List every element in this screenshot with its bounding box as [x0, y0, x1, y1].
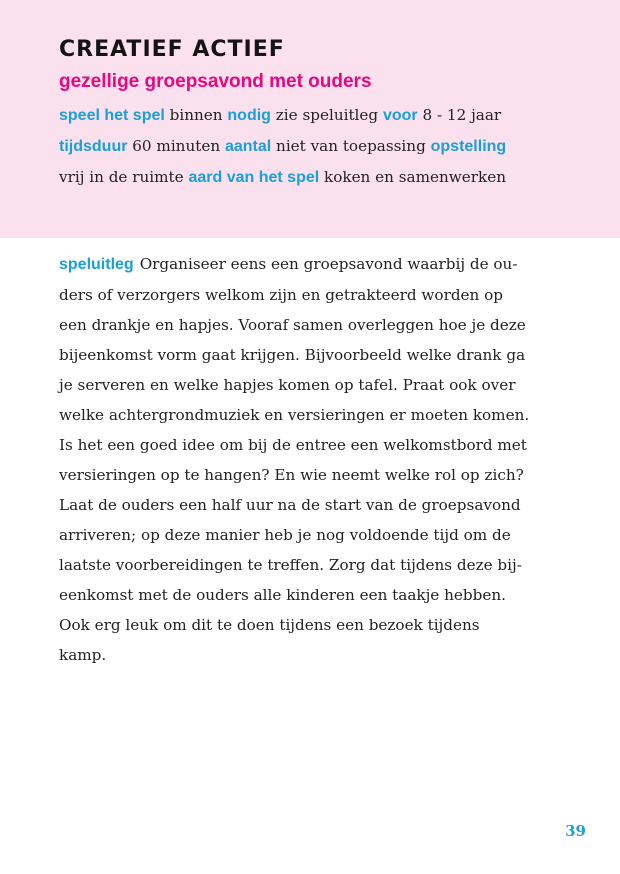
paragraph-line: Ook erg leuk om dit te doen tijdens een bezoek tijdens — [59, 616, 480, 634]
meta-label-aantal: aantal — [224, 138, 272, 155]
activity-title: gezellige groepsavond met ouders — [59, 71, 372, 92]
paragraph-line: laatste voorbereidingen te treffen. Zorg dat tijdens deze bij- — [59, 556, 522, 574]
meta-line — [59, 100, 579, 131]
paragraph-line: eenkomst met de ouders alle kinderen een taakje hebben. — [59, 586, 506, 604]
paragraph-line: Is het een goed idee om bij de entree een welkomstbord met — [59, 436, 527, 454]
meta-value-count: niet van toepassing — [276, 137, 426, 155]
meta-label-speel-het-spel: speel het spel — [59, 107, 165, 124]
meta-label-aard-van-het-spel: aard van het spel — [188, 169, 320, 186]
meta-line — [59, 162, 579, 193]
paragraph-line: Laat de ouders een half uur na de start van de groepsavond — [59, 496, 521, 514]
paragraph-line — [59, 249, 579, 280]
meta-value-age: 8 - 12 jaar — [422, 106, 502, 124]
activity-meta — [59, 100, 579, 193]
paragraph-line: versieringen op te hangen? En wie neemt welke rol op zich? — [59, 466, 524, 484]
paragraph-line: kamp. — [59, 646, 107, 664]
meta-value-duration: 60 minuten — [132, 137, 221, 155]
speluitleg-paragraph — [59, 249, 579, 670]
speluitleg-label: speluitleg — [59, 256, 134, 273]
meta-line — [59, 131, 579, 162]
meta-value-game-type: koken en samenwerken — [324, 168, 506, 186]
paragraph-line: arriveren; op deze manier heb je nog voldoende tijd om de — [59, 526, 511, 544]
page-number: 39 — [565, 822, 586, 840]
meta-label-voor: voor — [382, 107, 418, 124]
meta-label-nodig: nodig — [227, 107, 271, 124]
meta-value-setup: vrij in de ruimte — [59, 168, 184, 186]
meta-label-tijdsduur: tijdsduur — [59, 138, 128, 155]
category-heading: CREATIEF ACTIEF — [59, 37, 285, 62]
paragraph-line: je serveren en welke hapjes komen op tafel. Praat ook over — [59, 376, 516, 394]
paragraph-line-text: Organiseer eens een groepsavond waarbij de ou- — [139, 255, 518, 273]
meta-value-needed: zie speluitleg — [275, 106, 379, 124]
paragraph-line: ders of verzorgers welkom zijn en getrakteerd worden op — [59, 286, 504, 304]
paragraph-line: een drankje en hapjes. Vooraf samen overleggen hoe je deze — [59, 316, 526, 334]
paragraph-line: bijeenkomst vorm gaat krijgen. Bijvoorbeeld welke drank ga — [59, 346, 526, 364]
meta-value-location: binnen — [169, 106, 223, 124]
paragraph-line: welke achtergrondmuziek en versieringen er moeten komen. — [59, 406, 530, 424]
meta-label-opstelling: opstelling — [430, 138, 507, 155]
